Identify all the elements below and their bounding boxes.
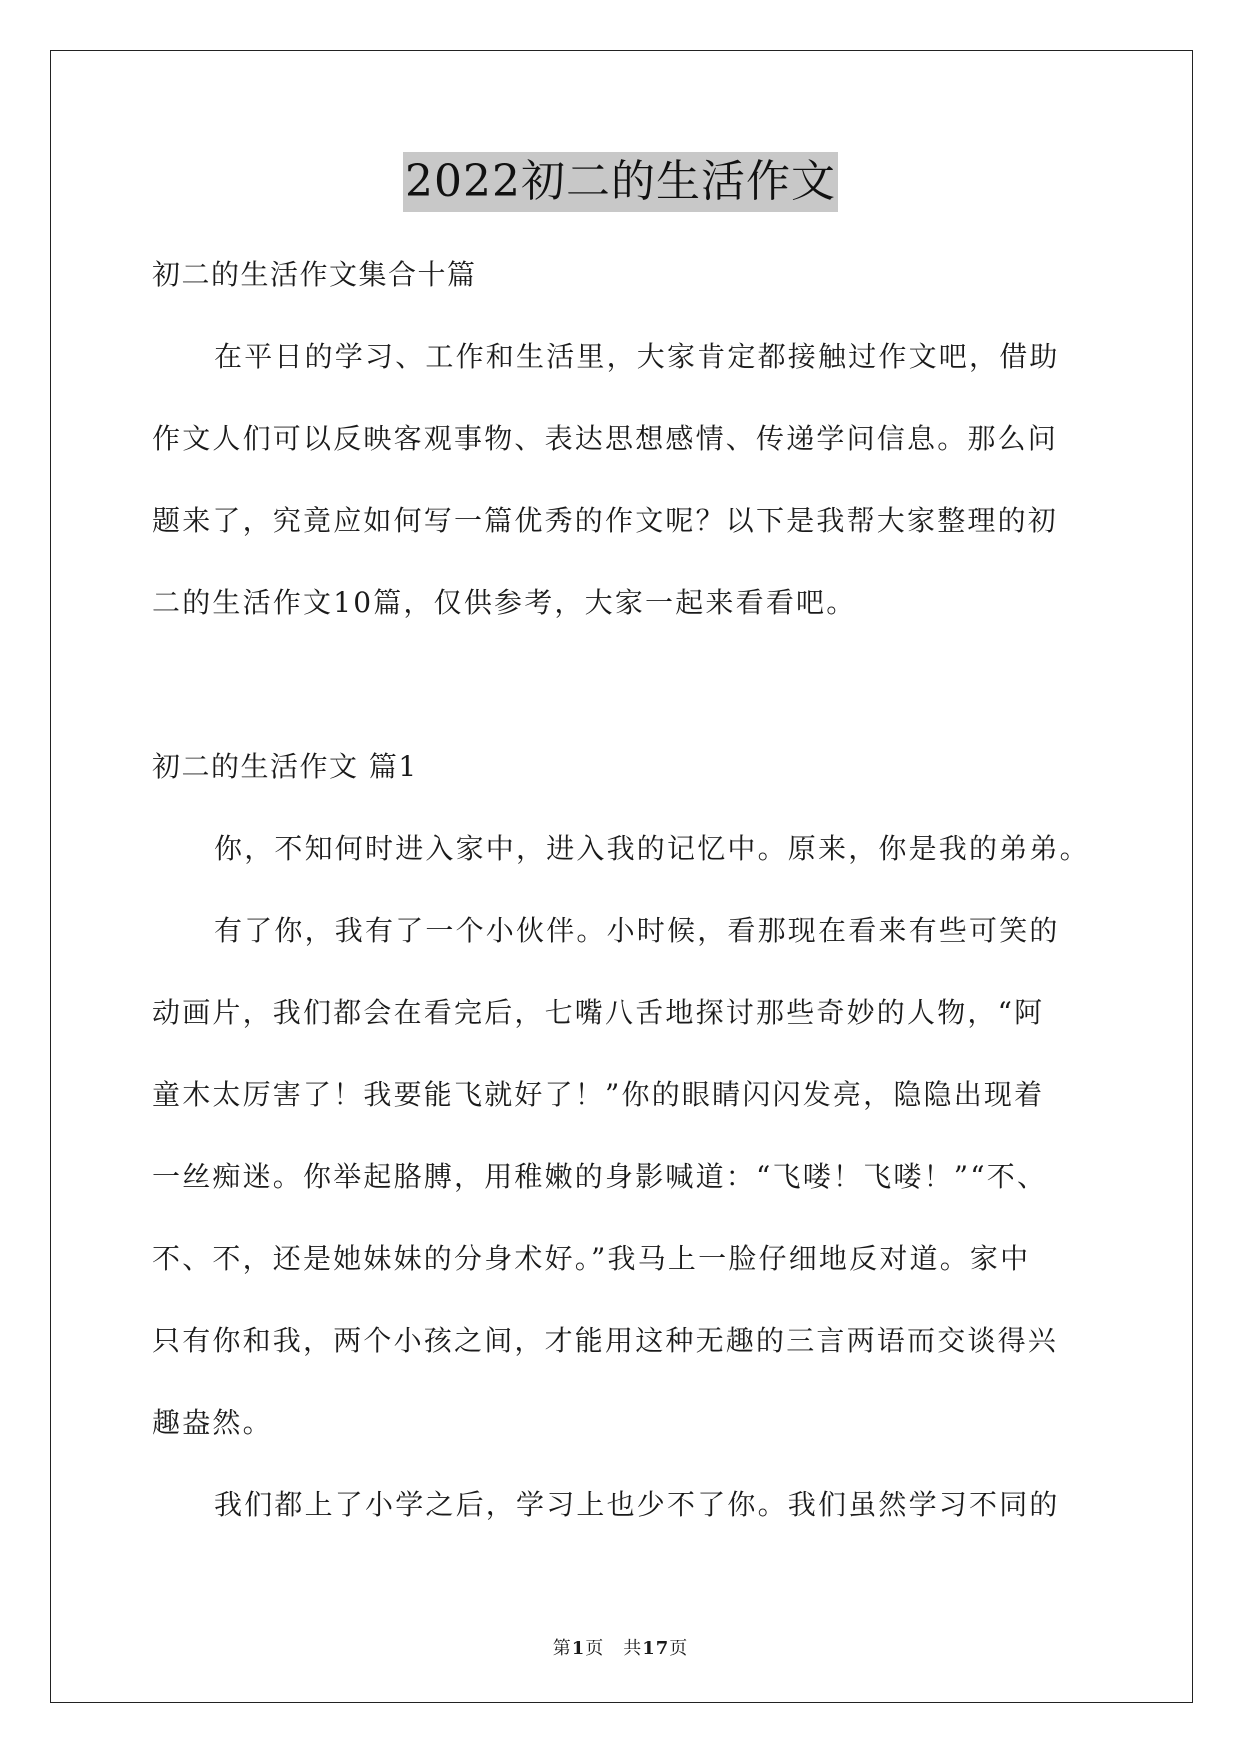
footer-suffix: 页 bbox=[669, 1638, 689, 1659]
body-text-line: 不、不，还是她妹妹的分身术好。”我马上一脸仔细地反对道。家中 bbox=[152, 1242, 1031, 1275]
document-body bbox=[152, 234, 1092, 1546]
body-text-line: 动画片，我们都会在看完后，七嘴八舌地探讨那些奇妙的人物，“阿 bbox=[152, 996, 1045, 1029]
page-footer bbox=[0, 1634, 1241, 1660]
body-text-line: 二的生活作文10篇，仅供参考，大家一起来看看吧。 bbox=[152, 586, 857, 619]
paragraph-gap bbox=[152, 644, 1092, 726]
body-text-line: 趣盎然。 bbox=[152, 1406, 273, 1439]
body-text-line: 童木太厉害了！我要能飞就好了！”你的眼睛闪闪发亮，隐隐出现着 bbox=[152, 1078, 1045, 1111]
title-container bbox=[0, 152, 1241, 212]
body-text-line: 在平日的学习、工作和生活里，大家肯定都接触过作文吧，借助 bbox=[214, 340, 1060, 373]
section-heading: 初二的生活作文 篇1 bbox=[152, 750, 418, 783]
footer-prefix: 第 bbox=[552, 1638, 572, 1659]
footer-total-pages: 17 bbox=[642, 1638, 670, 1659]
body-text-line: 作文人们可以反映客观事物、表达思想感情、传递学问信息。那么问 bbox=[152, 422, 1059, 455]
body-text-line: 我们都上了小学之后，学习上也少不了你。我们虽然学习不同的 bbox=[214, 1488, 1060, 1521]
body-text-line: 你，不知何时进入家中，进入我的记忆中。原来，你是我的弟弟。 bbox=[214, 832, 1090, 865]
document-title: 2022初二的生活作文 bbox=[403, 152, 838, 212]
body-text-line: 只有你和我，两个小孩之间，才能用这种无趣的三言两语而交谈得兴 bbox=[152, 1324, 1059, 1357]
footer-mid: 页 共 bbox=[585, 1638, 643, 1659]
footer-page-number: 1 bbox=[571, 1638, 586, 1659]
body-text-line: 题来了，究竟应如何写一篇优秀的作文呢？以下是我帮大家整理的初 bbox=[152, 504, 1059, 537]
section-heading: 初二的生活作文集合十篇 bbox=[152, 258, 477, 291]
body-text-line: 有了你，我有了一个小伙伴。小时候，看那现在看来有些可笑的 bbox=[214, 914, 1060, 947]
body-text-line: 一丝痴迷。你举起胳膊，用稚嫩的身影喊道：“飞喽！飞喽！”“不、 bbox=[152, 1160, 1048, 1193]
